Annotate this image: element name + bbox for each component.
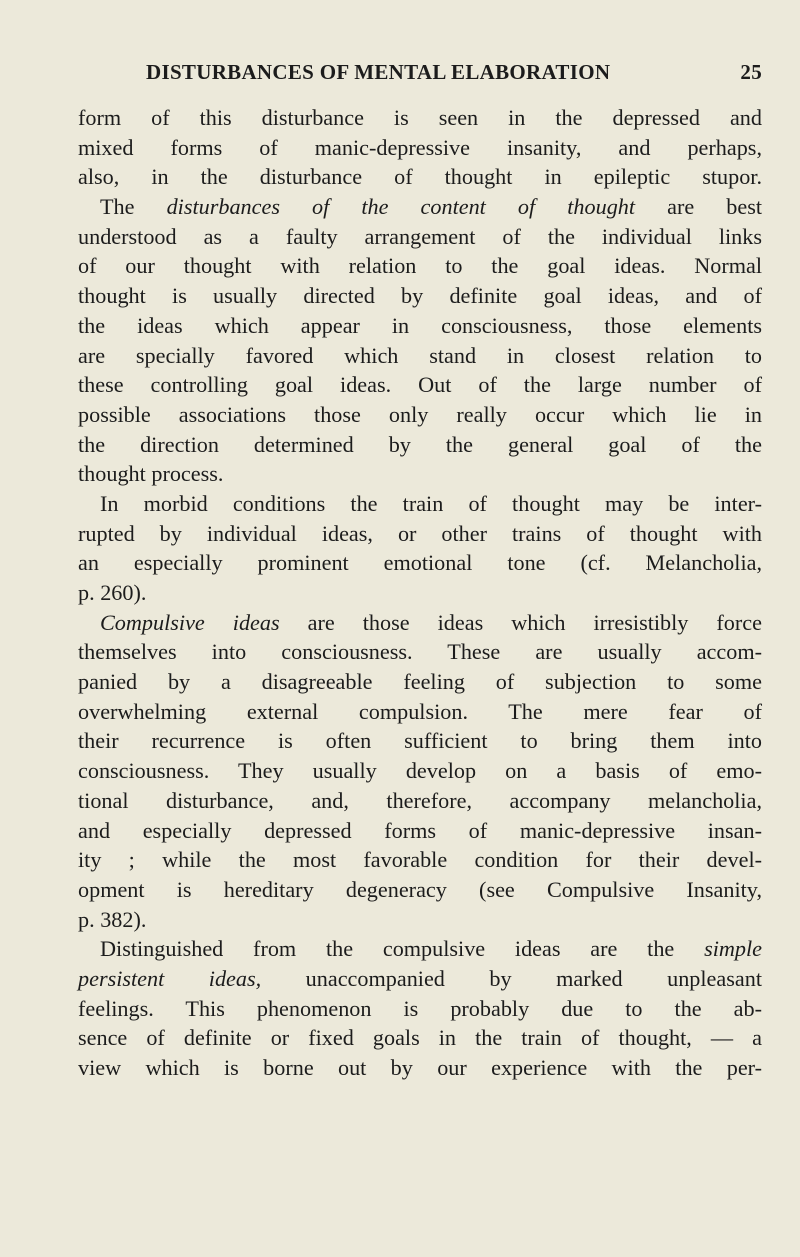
text-run: are best xyxy=(635,194,763,220)
text-line xyxy=(78,519,762,549)
text-run: their recurrence is often sufficient to bring them into xyxy=(78,728,762,754)
text-line xyxy=(78,370,762,400)
text-line xyxy=(78,103,762,133)
text-run: The xyxy=(100,194,167,220)
text-run: and especially depressed forms of manic-depressive insan- xyxy=(78,817,762,843)
text-run: p. 260). xyxy=(78,580,147,605)
page-number: 25 xyxy=(740,60,762,84)
text-run: possible associations those only really occur which lie in xyxy=(78,401,762,427)
text-line xyxy=(78,1053,762,1083)
text-run: thought process. xyxy=(78,461,224,487)
text-line xyxy=(78,133,762,163)
text-run: of our thought with relation to the goal ideas. Normal xyxy=(78,253,762,279)
text-run: the ideas which appear in consciousness, those elements xyxy=(78,312,762,338)
text-line xyxy=(78,756,762,786)
text-line xyxy=(78,162,762,192)
text-line xyxy=(78,578,762,608)
text-run: understood as a faulty arrangement of the individual links xyxy=(78,223,762,249)
text-run: rupted by individual ideas, or other trains of thought with xyxy=(78,520,762,546)
text-line xyxy=(78,459,762,489)
text-run: p. 382). xyxy=(78,906,147,932)
text-run: themselves into consciousness. These are usually accom- xyxy=(78,639,762,665)
text-line xyxy=(78,222,762,252)
italic-phrase: disturbances of the content of thought xyxy=(166,194,636,220)
italic-phrase: simple xyxy=(704,936,762,962)
text-line xyxy=(78,251,762,281)
text-line xyxy=(78,934,762,964)
text-run: thought is usually directed by definite goal ideas, and of xyxy=(78,283,762,309)
text-line xyxy=(78,875,762,905)
text-run: panied by a disagreeable feeling of subjection to some xyxy=(78,669,762,695)
text-line xyxy=(78,816,762,846)
text-run: tional disturbance, and, therefore, accompany melancholia, xyxy=(78,787,762,813)
text-run: unaccompanied by marked unpleasant xyxy=(261,965,762,991)
text-run: also, in the disturbance of thought in epileptic stupor. xyxy=(78,164,762,190)
text-line xyxy=(78,548,762,578)
text-line xyxy=(78,1023,762,1053)
text-line xyxy=(78,964,762,994)
text-run: form of this disturbance is seen in the depressed and xyxy=(78,105,762,130)
text-line xyxy=(78,726,762,756)
text-run: view which is borne out by our experience with the per- xyxy=(78,1055,762,1080)
text-run: overwhelming external compulsion. The mere fear of xyxy=(78,698,762,724)
text-run: these controlling goal ideas. Out of the large number of xyxy=(78,372,762,398)
body-text xyxy=(78,103,762,1083)
text-line xyxy=(78,786,762,816)
text-line xyxy=(78,905,762,935)
text-run: consciousness. They usually develop on a basis of emo- xyxy=(78,758,762,784)
text-line xyxy=(78,400,762,430)
text-line xyxy=(78,489,762,519)
text-run: the direction determined by the general goal of the xyxy=(78,431,762,457)
italic-phrase: persistent ideas, xyxy=(78,965,262,991)
text-line xyxy=(78,845,762,875)
text-run: mixed forms of manic-depressive insanity, and perhaps, xyxy=(78,134,762,160)
text-line xyxy=(78,430,762,460)
text-line xyxy=(78,192,762,222)
text-line xyxy=(78,281,762,311)
text-run: feelings. This phenomenon is probably due to the ab- xyxy=(78,995,762,1021)
text-line xyxy=(78,637,762,667)
text-line xyxy=(78,994,762,1024)
text-run: are specially favored which stand in closest relation to xyxy=(78,342,762,368)
text-line xyxy=(78,667,762,697)
running-title: DISTURBANCES OF MENTAL ELABORATION xyxy=(146,60,611,84)
text-run: ity ; while the most favorable condition for their devel- xyxy=(78,847,762,873)
text-line xyxy=(78,311,762,341)
text-line xyxy=(78,608,762,638)
text-run: are those ideas which irresistibly force xyxy=(279,609,762,635)
text-line xyxy=(78,341,762,371)
text-run: Distinguished from the compulsive ideas are the xyxy=(100,936,705,962)
text-run: In morbid conditions the train of thought may be inter- xyxy=(100,490,762,516)
italic-phrase: Compulsive ideas xyxy=(100,609,280,635)
text-line xyxy=(78,697,762,727)
text-run: opment is hereditary degeneracy (see Compulsive Insanity, xyxy=(78,876,762,902)
text-run: an especially prominent emotional tone (cf. Melancholia, xyxy=(78,550,762,576)
text-run: sence of definite or fixed goals in the train of thought, — a xyxy=(78,1025,762,1051)
